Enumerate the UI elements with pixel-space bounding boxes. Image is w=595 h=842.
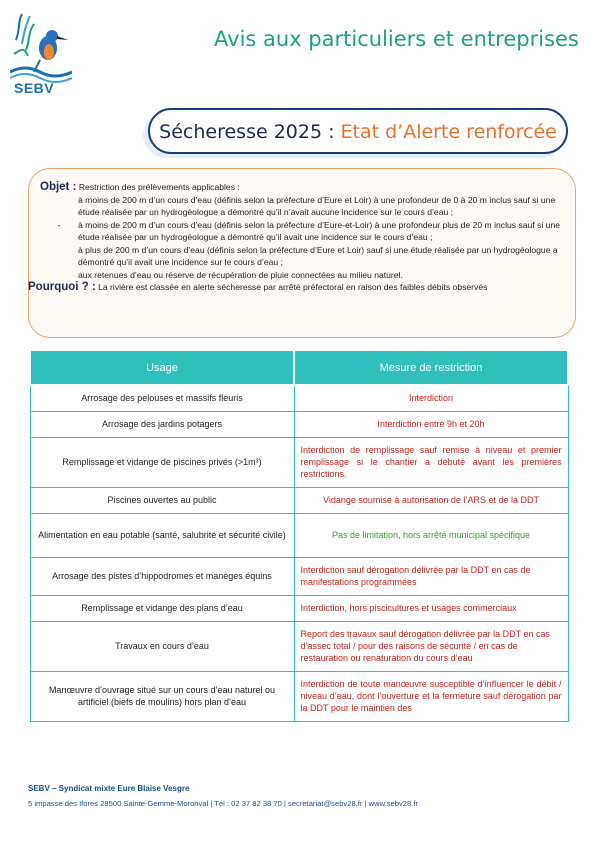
mesure-cell: Interdiction sauf dérogation délivrée par la DDT en cas de manifestations programmées — [294, 557, 568, 595]
pourquoi-line — [28, 281, 560, 294]
table-row — [30, 513, 568, 557]
usage-cell: Travaux en cours d’eau — [30, 621, 294, 671]
objet-item-2-dash: - — [57, 219, 61, 230]
pourquoi-text: La rivière est classée en alerte sécheresse par arrêté préfectoral en raison des faibles débits observés — [98, 282, 488, 292]
pourquoi-label: Pourquoi ? : — [28, 281, 96, 293]
restriction-table — [29, 351, 569, 722]
table-row — [30, 671, 568, 721]
mesure-cell: Pas de limitation, hors arrêté municipal spécifique — [294, 513, 568, 557]
table-row — [30, 557, 568, 595]
mesure-cell: Interdiction — [294, 385, 568, 411]
table-row — [30, 487, 568, 513]
footer-contact: 5 impasse des Ifores 28500 Sainte-Gemme-Moronval | Tél : 02 37 82 38 70 | secretariat@sebv28.fr | www.sebv28.fr — [28, 799, 418, 808]
header-mesure: Mesure de restriction — [294, 351, 568, 385]
table-row — [30, 385, 568, 411]
usage-cell: Alimentation en eau potable (santé, salubrité et sécurité civile) — [30, 513, 294, 557]
logo-text: SEBV — [14, 80, 55, 96]
mesure-cell: Interdiction de toute manœuvre susceptible d’influencer le débit / niveau d’eau, dont l’ouverture et la fermeture sauf dérogation par la DDT pour le maintien des — [294, 671, 568, 721]
mesure-cell: Interdiction, hors piscicultures et usages commerciaux — [294, 595, 568, 621]
header-usage: Usage — [30, 351, 294, 385]
alert-title-status: Etat d’Alerte renforcée — [340, 121, 557, 143]
table-row — [30, 437, 568, 487]
objet-item-3: à plus de 200 m d’un cours d’eau (définis selon la préfecture d’Eure et Loir) sauf si une étude réalisée par un hydrogéologue a démontré qu’il avait une incidence sur le cours d’eau ; — [78, 244, 558, 267]
table-row — [30, 411, 568, 437]
objet-item-4: aux retenues d’eau ou réserve de récupération de pluie connectées au milieu naturel. — [78, 269, 403, 280]
page-header-title: Avis aux particuliers et entreprises — [214, 27, 579, 51]
objet-item-1: à moins de 200 m d’un cours d’eau (définis selon la préfecture d’Eure et Loir) à une profondeur de 0 à 20 m inclus sauf si une étude réalisée par un hydrogéologue a démontré qu’il n’avait aucune incidence sur le cours d’eau ; — [78, 194, 556, 217]
mesure-cell: Report des travaux sauf dérogation délivrée par la DDT en cas d’assec total / pour des raisons de sécurité / en cas de restauration ou renaturation du cours d’eau — [294, 621, 568, 671]
objet-item-2: à moins de 200 m d’un cours d’eau (définis selon la préfecture d’Eure-et-Loir) à une profondeur plus de 20 m inclus sauf si une étude réalisée par un hydrogéologue a démontré qu’il avait une incidence sur le cours d’eau ; — [78, 219, 561, 242]
usage-cell: Remplissage et vidange des plans d’eau — [30, 595, 294, 621]
mesure-cell: Interdiction entre 9h et 20h — [294, 411, 568, 437]
objet-content — [28, 181, 561, 294]
table-row — [30, 595, 568, 621]
alert-title-year: Sécheresse 2025 : — [159, 121, 341, 143]
table-row — [30, 621, 568, 671]
usage-cell: Arrosage des jardins potagers — [30, 411, 294, 437]
alert-title — [150, 121, 566, 143]
objet-item-2-row — [40, 219, 560, 244]
usage-cell: Arrosage des pistes d’hippodromes et manèges équins — [30, 557, 294, 595]
objet-label: Objet : — [40, 181, 77, 193]
table-header-row — [30, 351, 568, 385]
usage-cell: Manœuvre d’ouvrage situé sur un cours d’eau naturel ou artificiel (biefs de moulins) hors plan d’eau — [30, 671, 294, 721]
objet-intro: Restriction des prélèvements applicables : — [78, 182, 240, 192]
mesure-cell: Vidange soumise à autorisation de l’ARS et de la DDT — [294, 487, 568, 513]
footer-organization: SEBV – Syndicat mixte Eure Blaise Vesgre — [28, 784, 190, 793]
usage-cell: Piscines ouvertes au public — [30, 487, 294, 513]
objet-intro-line — [40, 181, 560, 194]
alert-title-banner — [148, 108, 568, 154]
mesure-cell: Interdiction de remplissage sauf remise à niveau et premier remplissage si le chantier a débuté avant les premières restrictions. — [294, 437, 568, 487]
usage-cell: Remplissage et vidange de piscines privés (>1m³) — [30, 437, 294, 487]
usage-cell: Arrosage des pelouses et massifs fleuris — [30, 385, 294, 411]
